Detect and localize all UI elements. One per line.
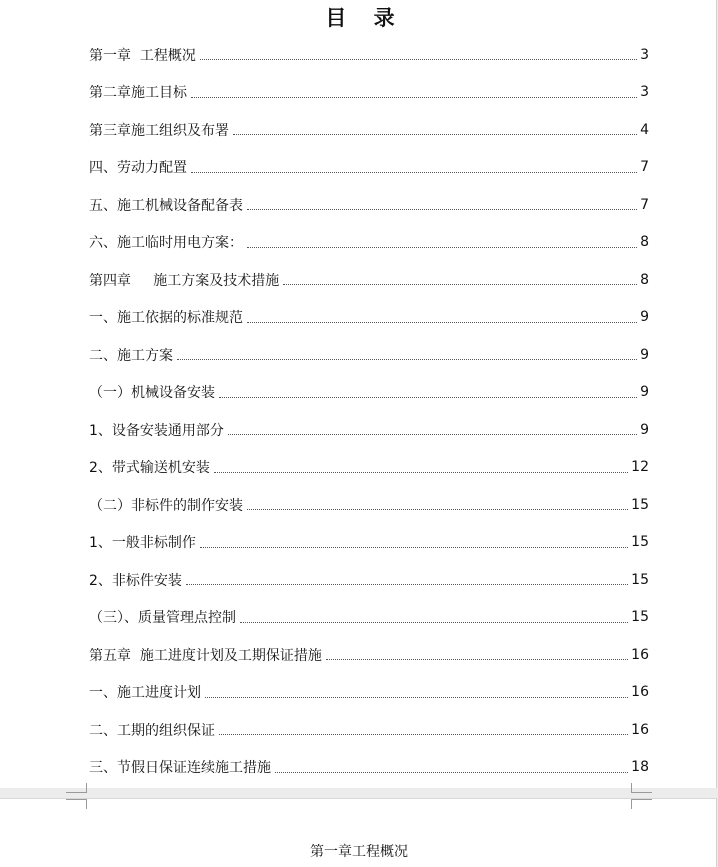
toc-entry-label: 一、施工依据的标准规范 xyxy=(89,307,244,327)
toc-entry-label: 第二章施工目标 xyxy=(89,82,188,102)
toc-entry-label: 第四章 施工方案及技术措施 xyxy=(89,270,280,290)
toc-entry-page-number: 8 xyxy=(640,271,649,288)
toc-entry-page-number: 9 xyxy=(640,421,649,438)
toc-dot-leader xyxy=(247,208,637,210)
toc-dot-leader xyxy=(283,283,637,285)
toc-entry-label: 六、施工临时用电方案： xyxy=(89,232,244,252)
toc-entry-label: 第三章施工组织及布署 xyxy=(89,120,230,140)
toc-dot-leader xyxy=(247,246,637,248)
toc-list xyxy=(89,36,649,786)
toc-dot-leader xyxy=(247,321,637,323)
toc-entry-label: 四、劳动力配置 xyxy=(89,157,188,177)
toc-dot-leader xyxy=(200,546,628,548)
toc-dot-leader xyxy=(228,433,637,435)
toc-entry-page-number: 12 xyxy=(631,459,649,476)
toc-entry-page-number: 9 xyxy=(640,309,649,326)
toc-entry[interactable] xyxy=(89,711,649,749)
page-corner-mark xyxy=(631,799,652,809)
toc-entry-label: （一）机械设备安装 xyxy=(89,382,216,402)
toc-dot-leader xyxy=(205,696,628,698)
toc-entry-page-number: 16 xyxy=(631,646,649,663)
toc-entry-page-number: 15 xyxy=(631,571,649,588)
toc-entry-label: （二）非标件的制作安装 xyxy=(89,495,244,515)
toc-entry-label: 二、工期的组织保证 xyxy=(89,720,216,740)
toc-dot-leader xyxy=(191,96,637,98)
toc-entry[interactable] xyxy=(89,636,649,674)
toc-entry-label: 2、非标件安装 xyxy=(89,570,183,590)
toc-entry[interactable] xyxy=(89,374,649,412)
toc-entry-page-number: 9 xyxy=(640,384,649,401)
toc-entry[interactable] xyxy=(89,674,649,712)
toc-entry[interactable] xyxy=(89,486,649,524)
toc-entry[interactable] xyxy=(89,449,649,487)
toc-dot-leader xyxy=(233,133,637,135)
page-corner-mark xyxy=(631,783,652,793)
toc-entry-page-number: 3 xyxy=(640,46,649,63)
toc-entry[interactable] xyxy=(89,524,649,562)
toc-dot-leader xyxy=(219,733,628,735)
toc-entry[interactable] xyxy=(89,36,649,74)
toc-entry-label: 五、施工机械设备配备表 xyxy=(89,195,244,215)
toc-entry-label: 一、施工进度计划 xyxy=(89,682,202,702)
toc-entry-page-number: 3 xyxy=(640,84,649,101)
toc-entry-label: 三、节假日保证连续施工措施 xyxy=(89,757,272,777)
toc-entry[interactable] xyxy=(89,261,649,299)
next-page-heading: 第一章工程概况 xyxy=(310,844,408,860)
toc-entry[interactable] xyxy=(89,599,649,637)
toc-entry-label: 2、带式输送机安装 xyxy=(89,457,211,477)
toc-entry-page-number: 15 xyxy=(631,534,649,551)
toc-entry-page-number: 16 xyxy=(631,684,649,701)
toc-entry[interactable] xyxy=(89,561,649,599)
toc-dot-leader xyxy=(191,171,637,173)
toc-dot-leader xyxy=(200,58,637,60)
toc-entry-page-number: 7 xyxy=(640,159,649,176)
toc-dot-leader xyxy=(219,396,637,398)
toc-dot-leader xyxy=(240,621,628,623)
toc-entry-label: （三）、质量管理点控制 xyxy=(89,607,237,627)
toc-entry-page-number: 15 xyxy=(631,496,649,513)
page-corner-mark xyxy=(66,799,87,809)
toc-entry-label: 第五章 施工进度计划及工期保证措施 xyxy=(89,645,323,665)
toc-entry[interactable] xyxy=(89,224,649,262)
toc-entry-label: 1、一般非标制作 xyxy=(89,532,197,552)
toc-entry[interactable] xyxy=(89,411,649,449)
toc-entry[interactable] xyxy=(89,749,649,787)
toc-entry-page-number: 7 xyxy=(640,196,649,213)
toc-entry-label: 二、施工方案 xyxy=(89,345,174,365)
toc-entry-page-number: 4 xyxy=(640,121,649,138)
toc-dot-leader xyxy=(214,471,628,473)
toc-entry[interactable] xyxy=(89,299,649,337)
toc-dot-leader xyxy=(275,771,628,773)
toc-entry[interactable] xyxy=(89,74,649,112)
toc-entry-page-number: 18 xyxy=(631,759,649,776)
toc-entry[interactable] xyxy=(89,336,649,374)
toc-entry-page-number: 15 xyxy=(631,609,649,626)
toc-entry-label: 1、设备安装通用部分 xyxy=(89,420,225,440)
page-corner-mark xyxy=(66,783,87,793)
toc-entry[interactable] xyxy=(89,149,649,187)
toc-dot-leader xyxy=(186,583,628,585)
toc-entry-page-number: 16 xyxy=(631,721,649,738)
toc-entry[interactable] xyxy=(89,111,649,149)
toc-title: 目 录 xyxy=(325,5,405,30)
toc-dot-leader xyxy=(247,508,628,510)
toc-dot-leader xyxy=(177,358,637,360)
toc-entry-label: 第一章 工程概况 xyxy=(89,45,197,65)
toc-entry[interactable] xyxy=(89,186,649,224)
toc-entry-page-number: 8 xyxy=(640,234,649,251)
toc-entry-page-number: 9 xyxy=(640,346,649,363)
toc-dot-leader xyxy=(326,658,628,660)
